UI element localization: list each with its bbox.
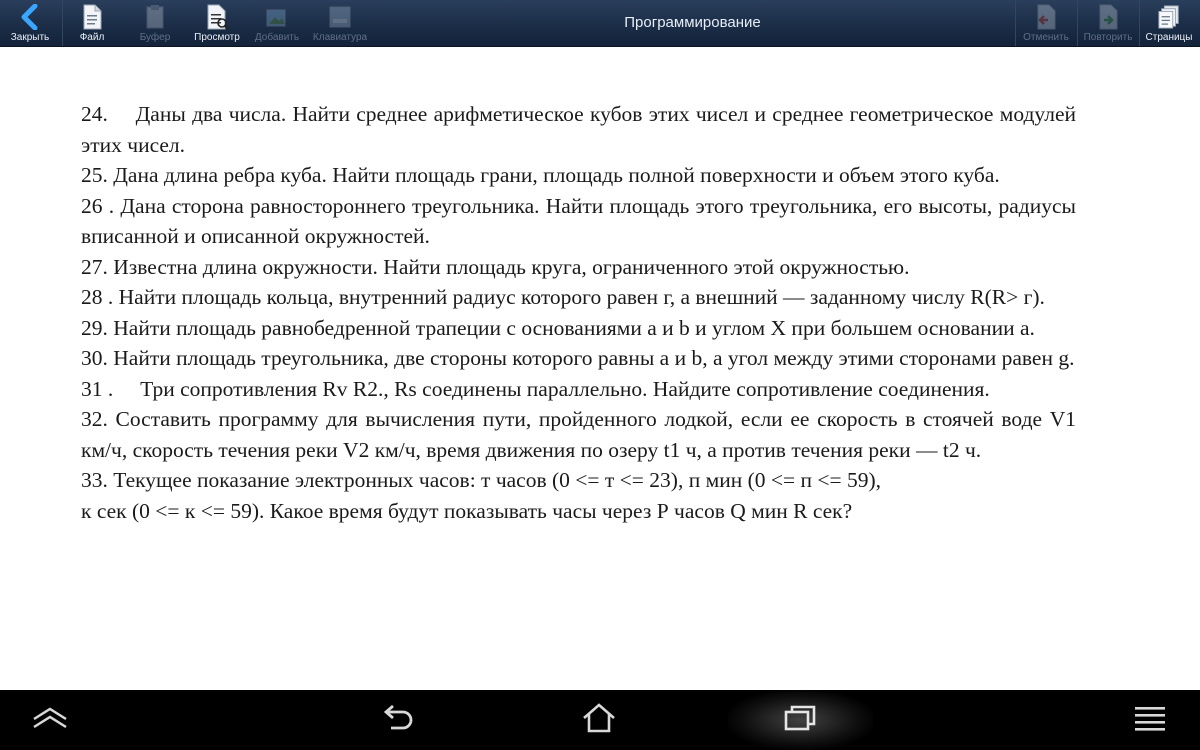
task-33: 33. Текущее показание электронных часов: т часов (0 <= т <= 23), п мин (0 <= п <= 59), [81, 468, 882, 492]
clipboard-icon [143, 4, 167, 30]
view-button-label: Просмотр [194, 32, 240, 43]
back-button[interactable] [365, 690, 429, 750]
keyboard-button-label: Клавиатура [312, 32, 368, 43]
redo-button[interactable] [1078, 0, 1138, 46]
close-button[interactable] [4, 0, 56, 46]
document-title: Программирование [624, 14, 761, 31]
file-button[interactable] [68, 0, 116, 46]
task-30: 30. Найти площадь треугольника, две стороны которого равны а и b, а угол между этими сторонами равен g. [81, 346, 1075, 370]
task-32: 32. Составить программу для вычисления пути, пройденного лодкой, если ее скорость в стоячей воде V1 км/ч, скорость течения реки V2 км/ч, время движения по озеру t1 ч, а против течения реки — t2 ч. [81, 407, 1076, 462]
clipboard-button-label: Буфер [139, 32, 171, 43]
keyboard-icon [328, 4, 352, 30]
recent-apps-icon [782, 703, 818, 738]
collapse-button[interactable] [20, 690, 80, 750]
task-24: 24. Даны два числа. Найти среднее арифметическое кубов этих чисел и среднее геометрическое модулей этих чисел. [81, 102, 1076, 157]
document-text [81, 99, 1076, 526]
task-29: 29. Найти площадь равнобедренной трапеции с основаниями а и b и углом X при большем основании а. [81, 315, 1035, 340]
add-button-label: Добавить [254, 32, 300, 43]
menu-button[interactable] [1118, 690, 1182, 750]
file-button-label: Файл [79, 32, 105, 43]
add-image-icon [265, 4, 289, 30]
toolbar-divider [62, 0, 63, 46]
redo-icon [1096, 4, 1120, 30]
home-button[interactable] [567, 690, 631, 750]
view-document-icon [205, 4, 229, 30]
file-icon [80, 4, 104, 30]
undo-button[interactable] [1016, 0, 1076, 46]
keyboard-button[interactable] [308, 0, 372, 46]
redo-button-label: Повторить [1083, 32, 1133, 43]
chevron-up-icon [31, 706, 69, 735]
pages-button-label: Страницы [1145, 32, 1193, 43]
undo-icon [1034, 4, 1058, 30]
app-toolbar [0, 0, 1200, 47]
add-button[interactable] [250, 0, 304, 46]
recent-apps-button[interactable] [768, 690, 832, 750]
back-arrow-icon [18, 4, 42, 30]
task-27: 27. Известна длина окружности. Найти площадь круга, ограниченного этой окружностью. [81, 254, 910, 279]
close-button-label: Закрыть [10, 32, 50, 43]
pages-icon [1157, 4, 1181, 30]
menu-icon [1134, 703, 1166, 738]
view-button[interactable] [188, 0, 246, 46]
back-icon [379, 703, 415, 738]
document-page[interactable] [0, 47, 1200, 690]
home-icon [581, 702, 617, 739]
undo-button-label: Отменить [1023, 32, 1069, 43]
clipboard-button[interactable] [128, 0, 182, 46]
task-31: 31 . Три сопротивления Rv R2., Rs соединены параллельно. Найдите сопротивление соединения. [81, 376, 990, 401]
task-26: 26 . Дана сторона равностороннего треугольника. Найти площадь этого треугольника, его высоты, радиусы вписанной и описанной окружностей. [81, 193, 1076, 248]
task-25: 25. Дана длина ребра куба. Найти площадь грани, площадь полной поверхности и объем этого куба. [81, 163, 1000, 187]
pages-button[interactable] [1140, 0, 1198, 46]
task-28: 28 . Найти площадь кольца, внутренний радиус которого равен г, а внешний — заданному числу R(R> г). [81, 285, 1045, 309]
task-33-continued: к сек (0 <= к <= 59). Какое время будут показывать часы через Р часов Q мин R сек? [81, 498, 853, 523]
